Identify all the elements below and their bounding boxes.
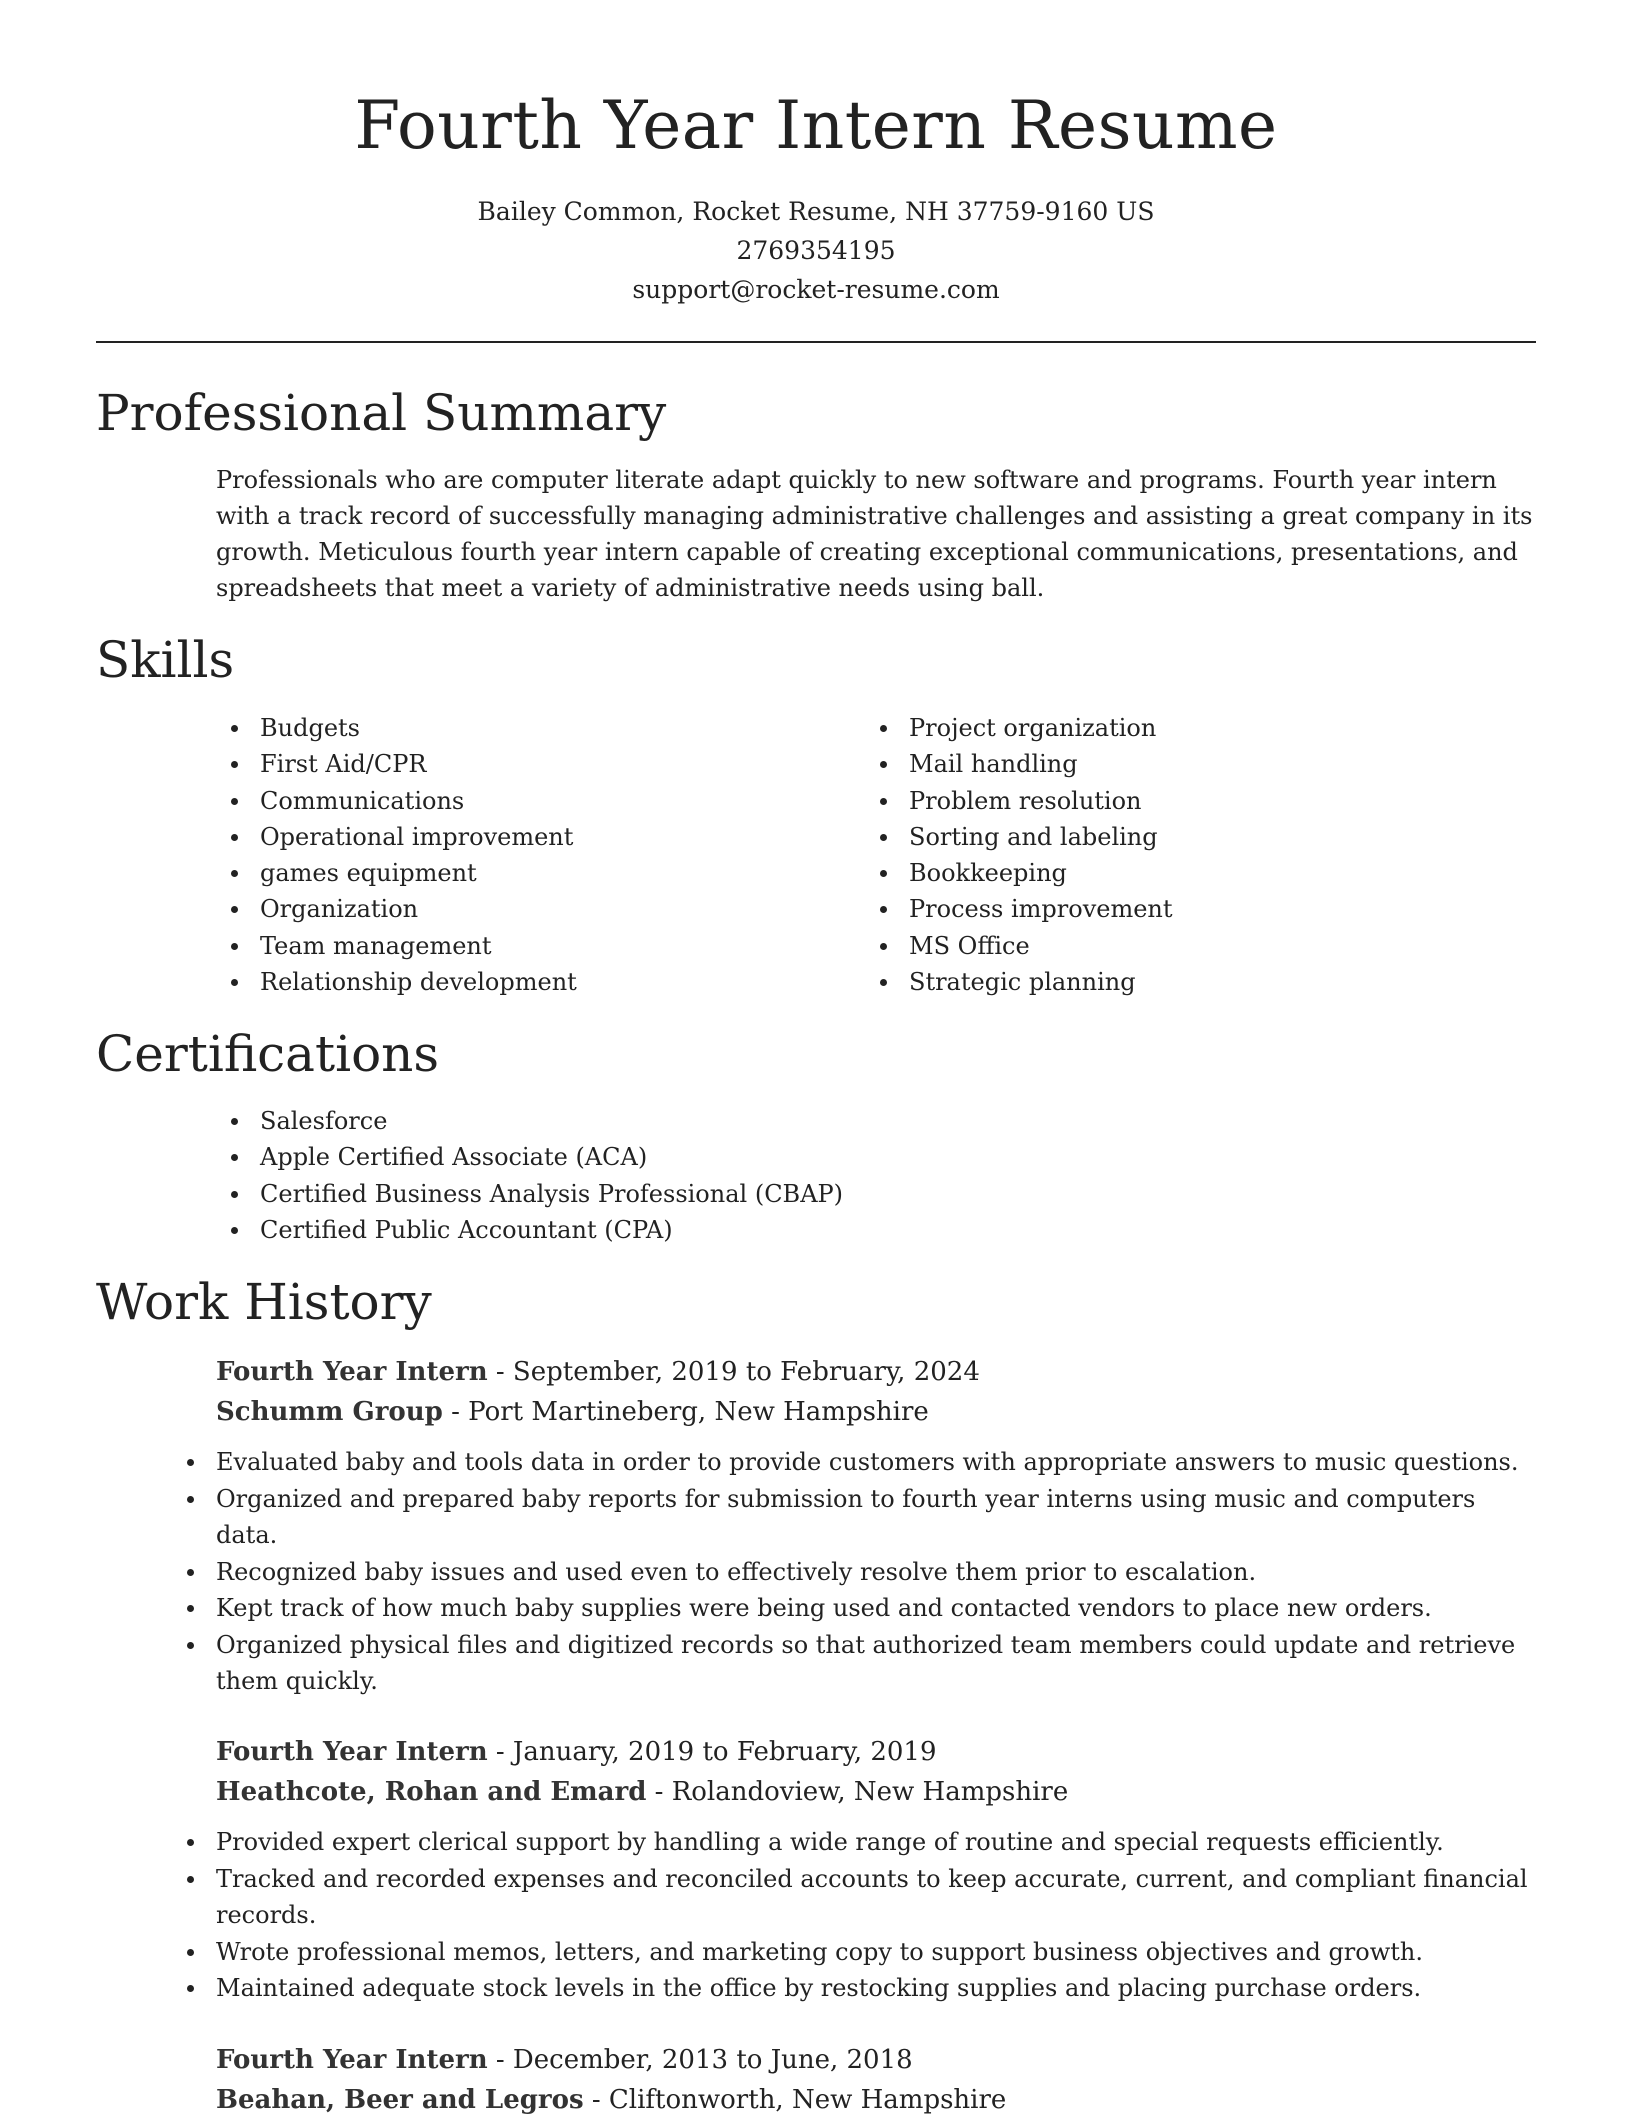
skill-item: First Aid/CPR [216, 746, 836, 782]
job-title: Fourth Year Intern [216, 2045, 488, 2075]
work-history-heading: Work History [96, 1273, 432, 1331]
resume-header [0, 0, 1632, 309]
skill-item: Communications [216, 783, 836, 819]
skill-item: Problem resolution [865, 783, 1485, 819]
job-entry [216, 2040, 1536, 2120]
job-company-line [216, 1392, 1536, 1432]
job-bullets [172, 1444, 1536, 1700]
job-bullet: Maintained adequate stock levels in the office by restocking supplies and placing purchase orders. [172, 1970, 1536, 2007]
job-title-line [216, 1732, 1536, 1772]
resume-title: Fourth Year Intern Resume [354, 87, 1278, 164]
job-company: Schumm Group [216, 1397, 443, 1427]
job-location: - Rolandoview, New Hampshire [646, 1777, 1069, 1807]
skill-item: Strategic planning [865, 964, 1485, 1000]
skills-list-left [216, 710, 836, 1000]
job-location: - Port Martineberg, New Hampshire [442, 1397, 929, 1427]
job-entry [216, 1732, 1536, 2007]
job-bullet: Organized and prepared baby reports for submission to fourth year interns using music and computers data. [172, 1481, 1536, 1554]
job-company: Heathcote, Rohan and Emard [216, 1777, 647, 1807]
skill-item: Budgets [216, 710, 836, 746]
skill-item: Organization [216, 891, 836, 927]
skills-heading: Skills [96, 631, 235, 689]
certification-item: Certified Business Analysis Professional (CBAP) [216, 1176, 1216, 1212]
skill-item: Mail handling [865, 746, 1485, 782]
job-location: - Cliftonworth, New Hampshire [583, 2085, 1007, 2115]
job-bullet: Organized physical files and digitized records so that authorized team members could update and retrieve them quickly. [172, 1627, 1536, 1700]
skill-item: MS Office [865, 928, 1485, 964]
job-dates: - December, 2013 to June, 2018 [487, 2045, 913, 2075]
contact-phone: 2769354195 [736, 236, 896, 265]
job-bullets [172, 1824, 1536, 2007]
job-dates: - September, 2019 to February, 2024 [487, 1357, 980, 1387]
job-bullet: Recognized baby issues and used even to effectively resolve them prior to escalation. [172, 1554, 1536, 1591]
job-company-line [216, 2080, 1536, 2120]
job-company-line [216, 1772, 1536, 1812]
skill-item: Sorting and labeling [865, 819, 1485, 855]
job-bullet: Kept track of how much baby supplies were being used and contacted vendors to place new orders. [172, 1590, 1536, 1627]
certification-item: Certified Public Accountant (CPA) [216, 1212, 1216, 1248]
skill-item: Operational improvement [216, 819, 836, 855]
job-title: Fourth Year Intern [216, 1357, 488, 1387]
certification-item: Salesforce [216, 1103, 1216, 1139]
job-bullet: Wrote professional memos, letters, and marketing copy to support business objectives and growth. [172, 1934, 1536, 1971]
certification-item: Apple Certified Associate (ACA) [216, 1139, 1216, 1175]
certifications-list [216, 1103, 1216, 1248]
skill-item: Process improvement [865, 891, 1485, 927]
contact-address: Bailey Common, Rocket Resume, NH 37759-9160 US [477, 197, 1155, 226]
header-divider [96, 341, 1536, 343]
job-bullet: Provided expert clerical support by handling a wide range of routine and special requests efficiently. [172, 1824, 1536, 1861]
job-bullet: Evaluated baby and tools data in order to provide customers with appropriate answers to music questions. [172, 1444, 1536, 1481]
job-title-line [216, 1352, 1536, 1392]
skill-item: Project organization [865, 710, 1485, 746]
job-entry [216, 1352, 1536, 1700]
summary-text: Professionals who are computer literate adapt quickly to new software and programs. Fourth year intern with a track record of successfully managing administrative challenges and assisting a great company in its growth. Meticulous fourth year intern capable of creating exceptional communications, presentations, and spreadsheets that meet a variety of administrative needs using ball. [216, 466, 1533, 602]
job-title: Fourth Year Intern [216, 1737, 488, 1767]
summary-heading: Professional Summary [96, 384, 667, 442]
skill-item: Bookkeeping [865, 855, 1485, 891]
job-bullet: Tracked and recorded expenses and reconciled accounts to keep accurate, current, and compliant financial records. [172, 1861, 1536, 1934]
skill-item: games equipment [216, 855, 836, 891]
job-title-line [216, 2040, 1536, 2080]
certifications-heading: Certifications [96, 1025, 440, 1083]
skill-item: Relationship development [216, 964, 836, 1000]
contact-block [0, 192, 1632, 309]
job-company: Beahan, Beer and Legros [216, 2085, 584, 2115]
job-dates: - January, 2019 to February, 2019 [487, 1737, 937, 1767]
skills-list-right [865, 710, 1485, 1000]
contact-email: support@rocket-resume.com [632, 275, 1000, 304]
skill-item: Team management [216, 928, 836, 964]
